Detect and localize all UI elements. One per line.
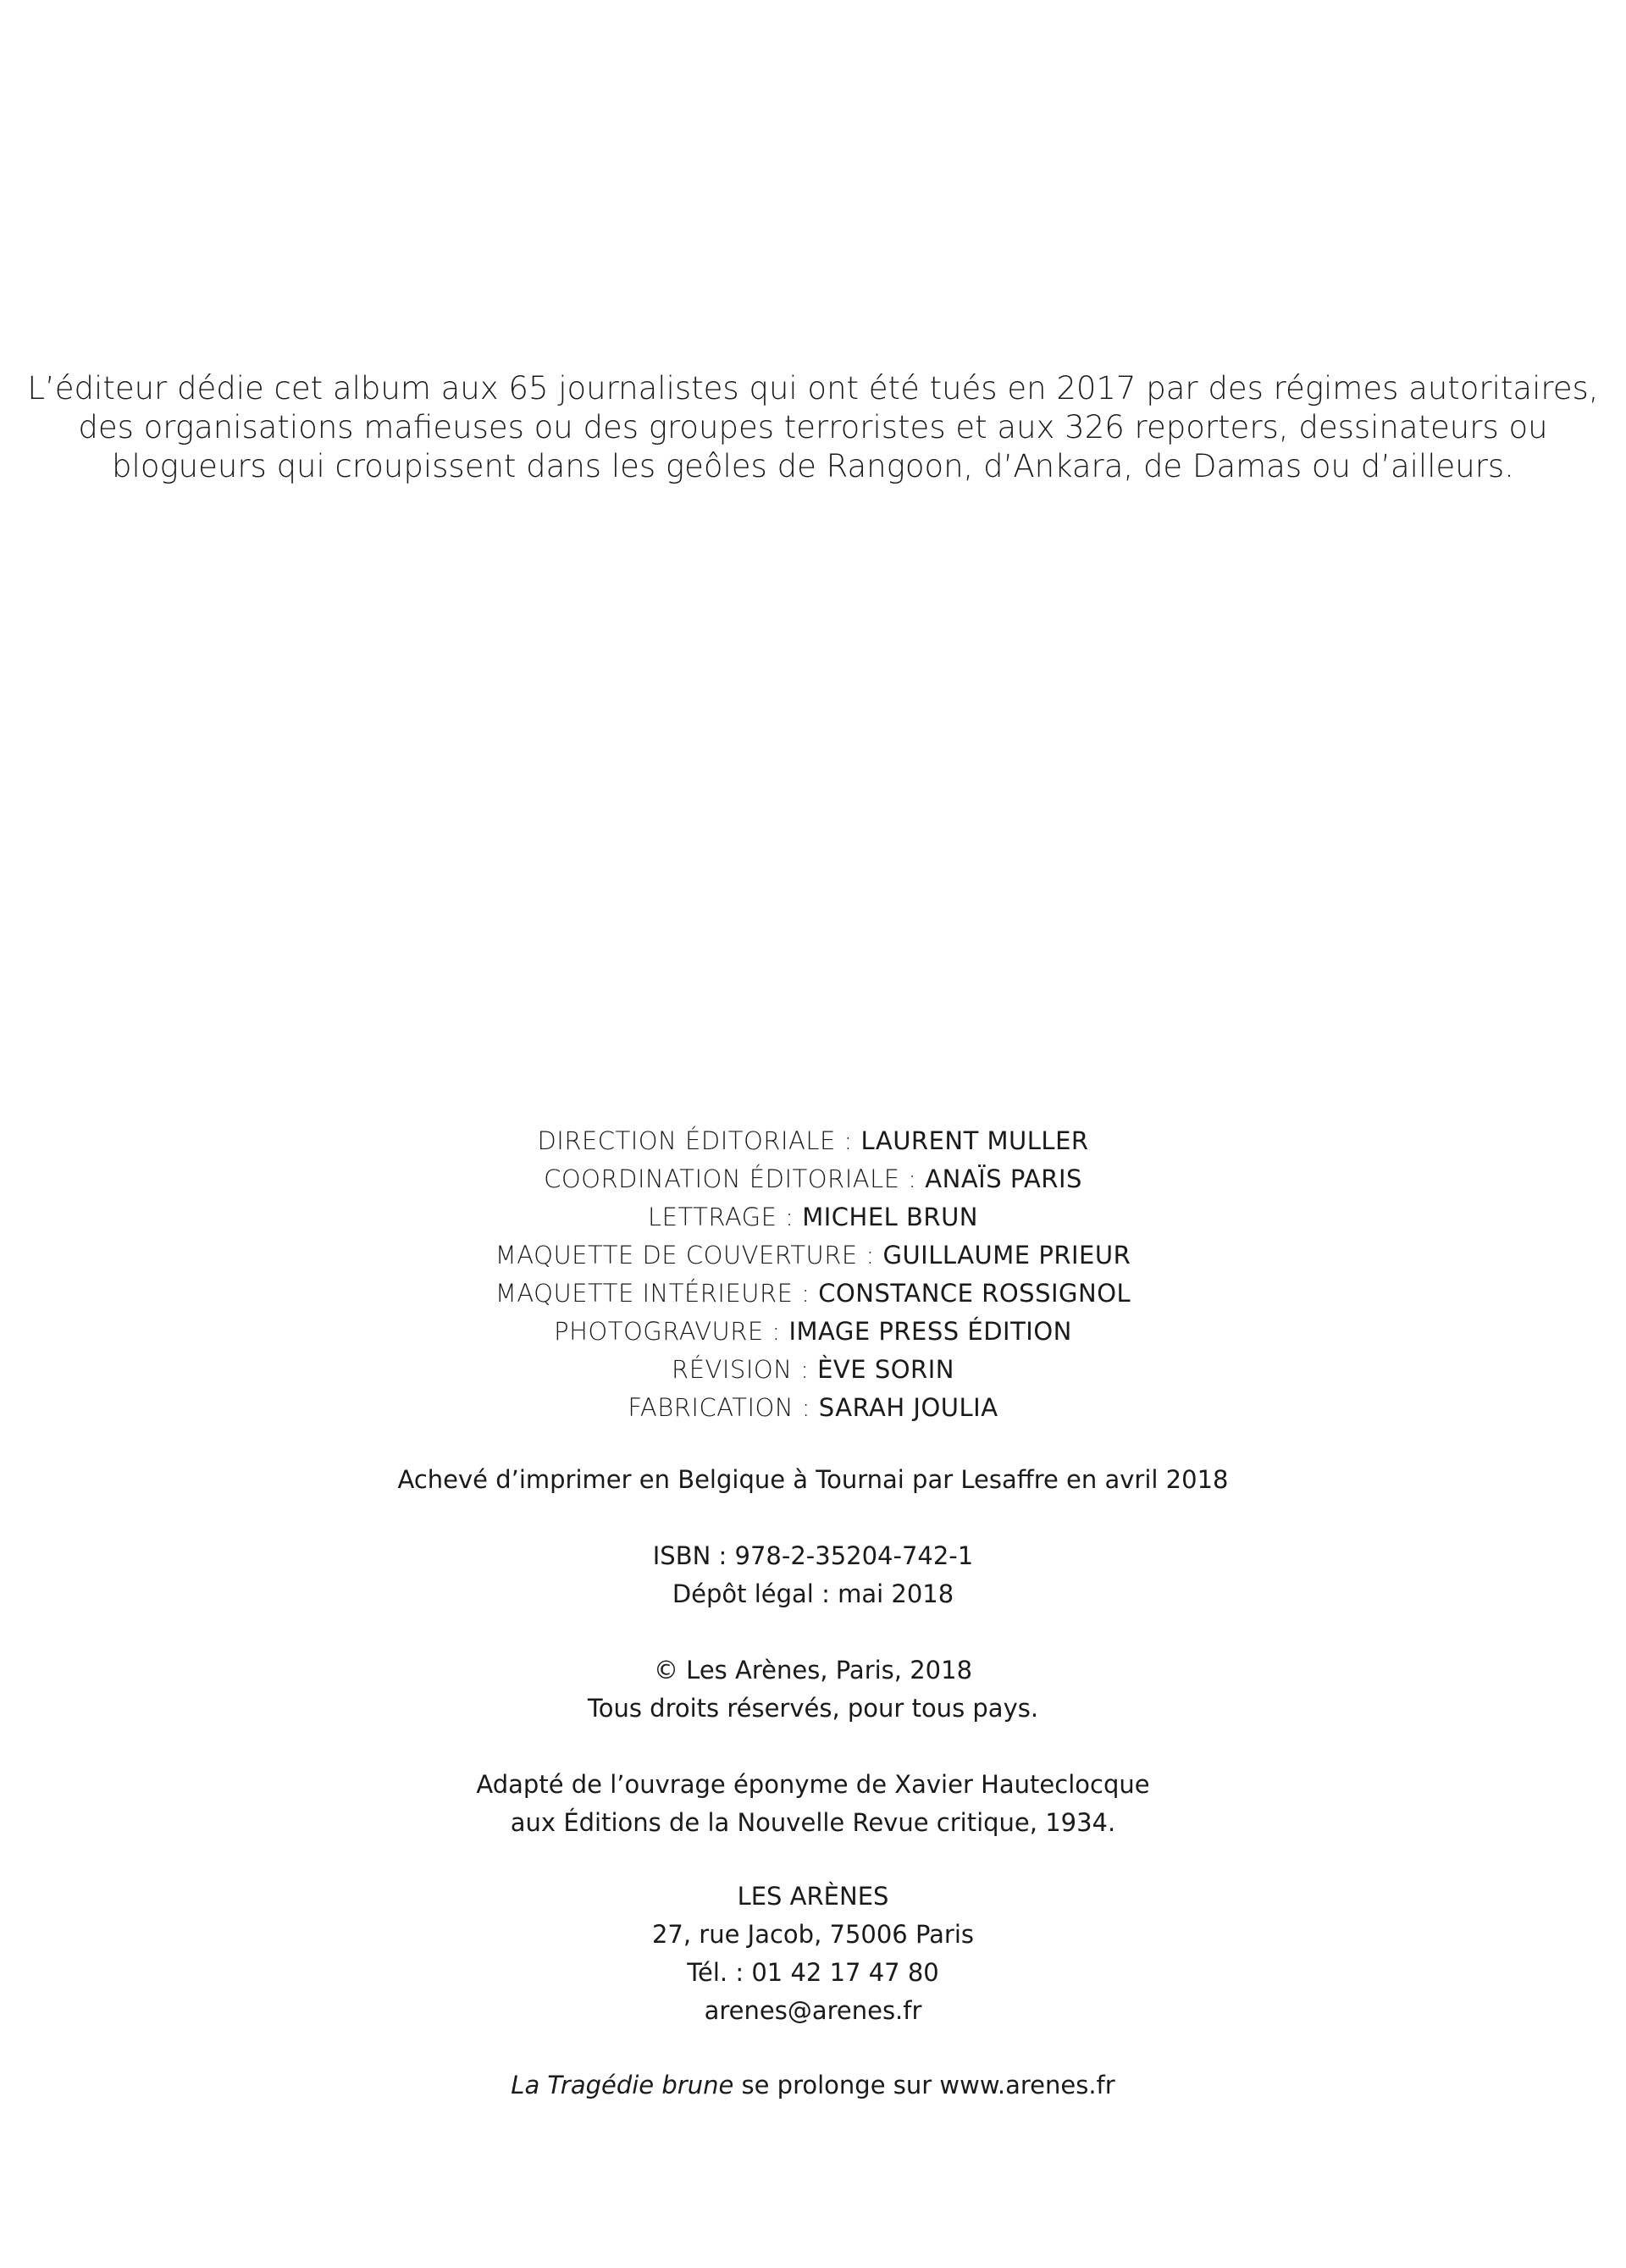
credit-line [0, 1160, 1626, 1198]
credit-line [0, 1275, 1626, 1313]
credit-line [0, 1389, 1626, 1427]
publisher-email: arenes@arenes.fr [704, 1996, 922, 2025]
copyright-line: © Les Arènes, Paris, 2018 [653, 1656, 973, 1684]
publisher-phone: Tél. : 01 42 17 47 80 [687, 1958, 939, 1987]
credit-name: LAURENT MULLER [860, 1126, 1089, 1155]
adaptation-note [0, 1766, 1626, 1842]
dedication-line: blogueurs qui croupissent dans les geôles de Rangoon, d’Ankara, de Damas ou d’ailleurs. [112, 448, 1514, 484]
printing-line: Achevé d’imprimer en Belgique à Tournai par Lesaffre en avril 2018 [397, 1465, 1229, 1494]
copyright-block [0, 1651, 1626, 1728]
dedication-line: des organisations mafieuses ou des groupes terroristes et aux 326 reporters, dessinateurs ou [78, 409, 1548, 445]
credit-role: DIRECTION ÉDITORIALE : [537, 1126, 861, 1155]
credit-name: SARAH JOULIA [818, 1393, 998, 1422]
credit-line [0, 1198, 1626, 1236]
website-line [0, 2066, 1626, 2105]
credits-list [0, 1122, 1626, 1427]
book-title: La Tragédie brune [511, 2071, 734, 2099]
credit-role: FABRICATION : [628, 1393, 819, 1422]
adaptation-line: aux Éditions de la Nouvelle Revue critique, 1934. [510, 1808, 1116, 1837]
credit-role: MAQUETTE INTÉRIEURE : [495, 1279, 819, 1308]
credit-role: COORDINATION ÉDITORIALE : [544, 1164, 926, 1193]
isbn-block [0, 1537, 1626, 1613]
dedication-line: L’éditeur dédie cet album aux 65 journalistes qui ont été tués en 2017 par des régimes autoritaires, [27, 370, 1599, 407]
publisher-address: 27, rue Jacob, 75006 Paris [651, 1920, 975, 1949]
credit-name: ÈVE SORIN [817, 1355, 954, 1384]
rights-line: Tous droits réservés, pour tous pays. [587, 1694, 1039, 1723]
credit-role: PHOTOGRAVURE : [554, 1317, 789, 1346]
isbn-line: ISBN : 978-2-35204-742-1 [652, 1541, 974, 1570]
printing-note [0, 1461, 1626, 1499]
credit-name: IMAGE PRESS ÉDITION [788, 1317, 1072, 1346]
credit-name: GUILLAUME PRIEUR [882, 1241, 1131, 1270]
credit-role: RÉVISION : [672, 1355, 818, 1384]
publisher-block [0, 1878, 1626, 2030]
credit-role: LETTRAGE : [647, 1203, 803, 1231]
credit-line [0, 1313, 1626, 1351]
credit-line [0, 1236, 1626, 1275]
website-text: se prolonge sur www.arenes.fr [733, 2071, 1115, 2099]
credit-name: MICHEL BRUN [802, 1203, 978, 1231]
credit-role: MAQUETTE DE COUVERTURE : [495, 1241, 883, 1270]
credit-name: CONSTANCE ROSSIGNOL [818, 1279, 1131, 1308]
credit-line [0, 1122, 1626, 1160]
credit-name: ANAÏS PARIS [925, 1164, 1082, 1193]
legal-deposit-line: Dépôt légal : mai 2018 [672, 1579, 954, 1608]
publisher-name: LES ARÈNES [737, 1882, 889, 1911]
credit-line [0, 1351, 1626, 1389]
adaptation-line: Adapté de l’ouvrage éponyme de Xavier Hauteclocque [476, 1770, 1150, 1799]
dedication [0, 369, 1626, 486]
website-note [0, 2066, 1626, 2105]
